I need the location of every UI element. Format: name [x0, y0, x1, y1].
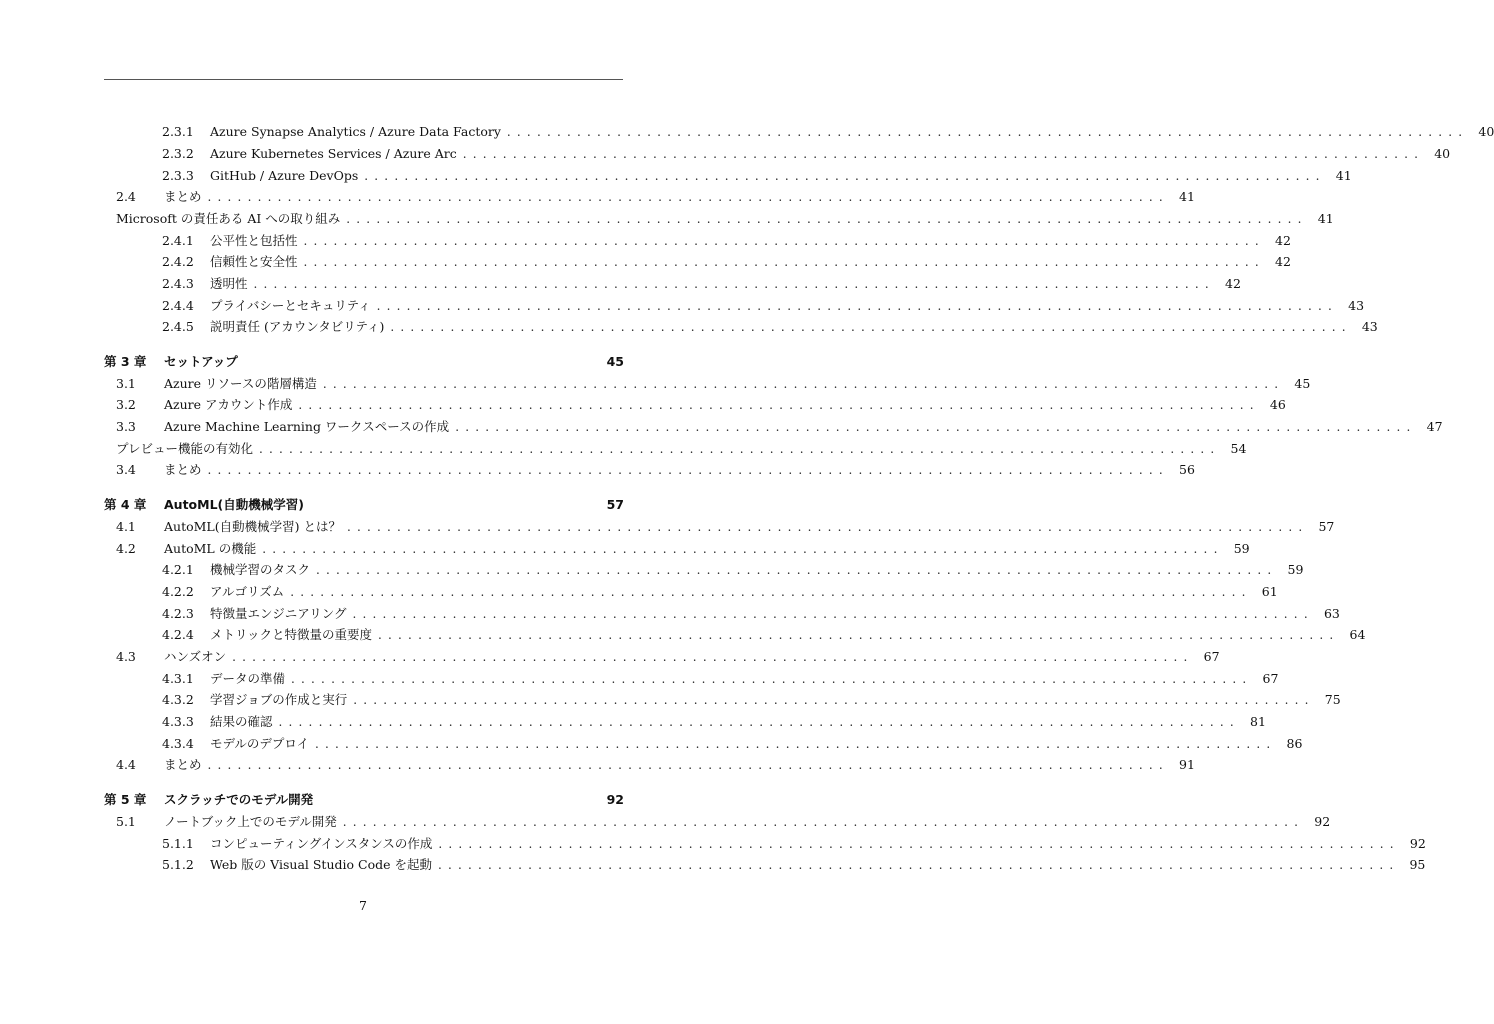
- toc-title: データの準備: [210, 671, 286, 686]
- toc-leader: ................................................................................................: [262, 542, 1224, 556]
- toc-leader: ................................................................................................: [253, 277, 1215, 291]
- toc-number: 5.1.2: [162, 857, 194, 872]
- toc-title: コンピューティングインスタンスの作成: [210, 836, 433, 851]
- toc-number: 2.4.1: [162, 233, 194, 248]
- toc-page: 40: [1478, 124, 1494, 139]
- toc-entry-5-1[interactable]: [104, 812, 1331, 832]
- toc-leader: ................................................................................................: [455, 420, 1417, 434]
- toc-title: Azure リソースの階層構造: [164, 376, 317, 391]
- toc-page: 54: [1230, 441, 1247, 456]
- toc-page: 64: [1349, 627, 1366, 642]
- toc-title: GitHub / Azure DevOps: [210, 168, 359, 183]
- toc-page: 56: [1179, 462, 1195, 477]
- toc-number: 2.4: [116, 189, 136, 204]
- toc-entry-2-4[interactable]: [104, 187, 1195, 207]
- toc-number: 3.4: [116, 462, 136, 477]
- toc-number: 4.1: [116, 519, 136, 534]
- toc-leader: ................................................................................................: [316, 563, 1278, 577]
- toc-entry-4-3[interactable]: [104, 647, 1220, 667]
- toc-entry-2-4-4[interactable]: [104, 296, 1365, 316]
- toc-entry-2-4-2[interactable]: [104, 252, 1291, 272]
- toc-entry-2-3-3[interactable]: [104, 166, 1352, 186]
- toc-leader: ................................................................................................: [290, 585, 1252, 599]
- toc-leader: ................................................................................................: [352, 607, 1314, 621]
- toc-entry-4-3-4[interactable]: [104, 734, 1303, 754]
- toc-number: 2.4.4: [162, 298, 194, 313]
- toc-page: 86: [1286, 736, 1303, 751]
- toc-leader: ................................................................................................: [207, 463, 1169, 477]
- toc-entry-2-3-1[interactable]: [104, 122, 1494, 142]
- toc-title: まとめ: [164, 189, 202, 204]
- chapter-page: 57: [606, 497, 624, 512]
- toc-title: Azure Synapse Analytics / Azure Data Factory: [210, 124, 501, 139]
- toc-page: 92: [1409, 836, 1426, 851]
- toc-entry-4-2-2[interactable]: [104, 582, 1278, 602]
- toc-entry-4-3-3[interactable]: [104, 712, 1266, 732]
- toc-leader: ................................................................................................: [390, 320, 1352, 334]
- toc-title: 学習ジョブの作成と実行: [210, 692, 348, 707]
- toc-title: Web 版の Visual Studio Code を起動: [210, 857, 432, 872]
- toc-entry-3-4[interactable]: [104, 460, 1195, 480]
- toc-page: 41: [1179, 189, 1195, 204]
- toc-number: 4.3.1: [162, 671, 194, 686]
- toc-page: 67: [1262, 671, 1279, 686]
- toc-number: 3.1: [116, 376, 136, 391]
- toc-leader: ................................................................................................: [376, 299, 1339, 313]
- toc-title: メトリックと特徴量の重要度: [210, 627, 373, 642]
- toc-entry-2-4-5[interactable]: [104, 317, 1378, 337]
- toc-title: アルゴリズム: [210, 584, 285, 599]
- toc-title: ノートブック上でのモデル開発: [164, 814, 337, 829]
- toc-number: 3.2: [116, 397, 136, 412]
- toc-page: 42: [1225, 276, 1241, 291]
- chapter-title: スクラッチでのモデル開発: [164, 792, 314, 807]
- toc-number: 4.4: [116, 757, 136, 772]
- toc-number: 2.4.2: [162, 254, 194, 269]
- toc-entry-5-1-2[interactable]: [104, 855, 1426, 875]
- toc-title: プレビュー機能の有効化: [116, 441, 254, 456]
- toc-entry-2-4-1[interactable]: [104, 231, 1291, 251]
- toc-entry-3-3[interactable]: [104, 417, 1443, 437]
- toc-leader: ................................................................................................: [298, 398, 1260, 412]
- toc-entry-4-4[interactable]: [104, 755, 1195, 775]
- toc-leader: ................................................................................................: [378, 628, 1340, 642]
- toc-title: 信頼性と安全性: [210, 254, 298, 269]
- toc-page: 41: [1317, 211, 1334, 226]
- toc-entry-4-2-3[interactable]: [104, 604, 1340, 624]
- toc-page: 59: [1287, 562, 1304, 577]
- toc-entry-5-1-1[interactable]: [104, 834, 1426, 854]
- toc-entry-4-2-1[interactable]: [104, 560, 1304, 580]
- toc-leader: ................................................................................................: [259, 442, 1221, 456]
- toc-number: 4.2.2: [162, 584, 194, 599]
- toc-leader: ................................................................................................: [207, 758, 1169, 772]
- toc-entry-4-1[interactable]: [104, 517, 1335, 537]
- toc-page: 40: [1434, 146, 1451, 161]
- toc-title: Microsoft の責任ある AI への取り組み: [116, 211, 341, 226]
- toc-title: Azure Machine Learning ワークスペースの作成: [164, 419, 450, 434]
- toc-page: 42: [1275, 254, 1291, 269]
- toc-leader: ................................................................................................: [315, 737, 1277, 751]
- toc-leader: ................................................................................................: [346, 520, 1309, 534]
- toc-chapter-5[interactable]: [104, 790, 624, 810]
- toc-title: 公平性と包括性: [210, 233, 298, 248]
- toc-leader: ................................................................................................: [438, 837, 1400, 851]
- toc-page: 61: [1261, 584, 1278, 599]
- toc-page: 92: [1314, 814, 1331, 829]
- toc-page: 95: [1409, 857, 1426, 872]
- toc-leader: ................................................................................................: [462, 147, 1425, 161]
- toc-leader: ................................................................................................: [437, 858, 1400, 872]
- toc-leader: ................................................................................................: [506, 125, 1469, 139]
- toc-number: 5.1.1: [162, 836, 194, 851]
- chapter-title: セットアップ: [164, 354, 238, 369]
- toc-leader: ................................................................................................: [342, 815, 1305, 829]
- toc-page: 57: [1318, 519, 1335, 534]
- toc-entry-2-4-3[interactable]: [104, 274, 1241, 294]
- toc-chapter-4[interactable]: [104, 495, 624, 515]
- toc-entry-3-2[interactable]: [104, 395, 1286, 415]
- toc-title: 透明性: [210, 276, 248, 291]
- toc-leader: ................................................................................................: [278, 715, 1240, 729]
- toc-leader: ................................................................................................: [303, 255, 1265, 269]
- toc-chapter-3[interactable]: [104, 352, 624, 372]
- toc-page: 46: [1269, 397, 1286, 412]
- toc-page: 42: [1275, 233, 1291, 248]
- toc-page: 45: [1294, 376, 1311, 391]
- toc-page: 41: [1335, 168, 1352, 183]
- toc-page: 59: [1233, 541, 1250, 556]
- toc-title: ハンズオン: [164, 649, 227, 664]
- toc-page: 63: [1323, 606, 1340, 621]
- toc-title: 説明責任 (アカウンタビリティ): [210, 319, 385, 334]
- toc-entry-2-3-2[interactable]: [104, 144, 1451, 164]
- toc-number: 2.4.5: [162, 319, 194, 334]
- toc-entry-4-3-1[interactable]: [104, 669, 1279, 689]
- chapter-number: 第 4 章: [104, 497, 147, 512]
- toc-page: 43: [1361, 319, 1378, 334]
- chapter-title: AutoML(自動機械学習): [164, 497, 304, 512]
- toc-entry-4-3-2[interactable]: [104, 690, 1341, 710]
- toc-page: 43: [1348, 298, 1365, 313]
- toc-title: Azure Kubernetes Services / Azure Arc: [210, 146, 457, 161]
- toc-leader: ................................................................................................: [353, 693, 1315, 707]
- toc-entry-4-2[interactable]: [104, 539, 1250, 559]
- toc-number: 4.3.2: [162, 692, 194, 707]
- toc-number: 4.3.4: [162, 736, 194, 751]
- toc-page: 91: [1179, 757, 1195, 772]
- toc-number: 2.3.1: [162, 124, 194, 139]
- toc-title: まとめ: [164, 462, 202, 477]
- toc-entry-preview-features[interactable]: [104, 439, 1247, 459]
- toc-number: 4.3.3: [162, 714, 194, 729]
- toc-page: 75: [1324, 692, 1341, 707]
- toc-number: 4.2.3: [162, 606, 194, 621]
- toc-entry-4-2-4[interactable]: [104, 625, 1366, 645]
- toc-title: AutoML(自動機械学習) とは？: [164, 519, 341, 534]
- toc-number: 2.3.3: [162, 168, 194, 183]
- toc-number: 4.2.1: [162, 562, 194, 577]
- toc-entry-3-1[interactable]: [104, 374, 1311, 394]
- toc-entry-responsible-ai[interactable]: [104, 209, 1334, 229]
- toc-page: 81: [1250, 714, 1266, 729]
- toc-number: 2.3.2: [162, 146, 194, 161]
- toc-leader: ................................................................................................: [291, 672, 1253, 686]
- toc-number: 2.4.3: [162, 276, 194, 291]
- chapter-page: 92: [606, 792, 624, 807]
- toc-leader: ................................................................................................: [303, 234, 1265, 248]
- toc-number: 3.3: [116, 419, 136, 434]
- toc-title: 特徴量エンジニアリング: [210, 606, 347, 621]
- page-number: 7: [359, 898, 367, 913]
- toc-number: 4.3: [116, 649, 136, 664]
- toc-title: まとめ: [164, 757, 202, 772]
- toc-number: 4.2.4: [162, 627, 194, 642]
- toc-title: 結果の確認: [210, 714, 273, 729]
- toc-leader: ................................................................................................: [207, 190, 1169, 204]
- toc-title: 機械学習のタスク: [210, 562, 311, 577]
- chapter-number: 第 3 章: [104, 354, 147, 369]
- toc-title: モデルのデプロイ: [210, 736, 310, 751]
- toc-title: AutoML の機能: [164, 541, 257, 556]
- toc-leader: ................................................................................................: [232, 650, 1194, 664]
- toc-title: プライバシーとセキュリティ: [210, 298, 371, 313]
- toc-number: 5.1: [116, 814, 136, 829]
- toc-leader: ................................................................................................: [322, 377, 1285, 391]
- toc-leader: ................................................................................................: [364, 169, 1326, 183]
- chapter-page: 45: [606, 354, 624, 369]
- toc-title: Azure アカウント作成: [164, 397, 293, 412]
- toc-leader: ................................................................................................: [346, 212, 1308, 226]
- toc-page: 47: [1426, 419, 1443, 434]
- chapter-number: 第 5 章: [104, 792, 147, 807]
- toc-number: 4.2: [116, 541, 136, 556]
- toc-page: 67: [1203, 649, 1220, 664]
